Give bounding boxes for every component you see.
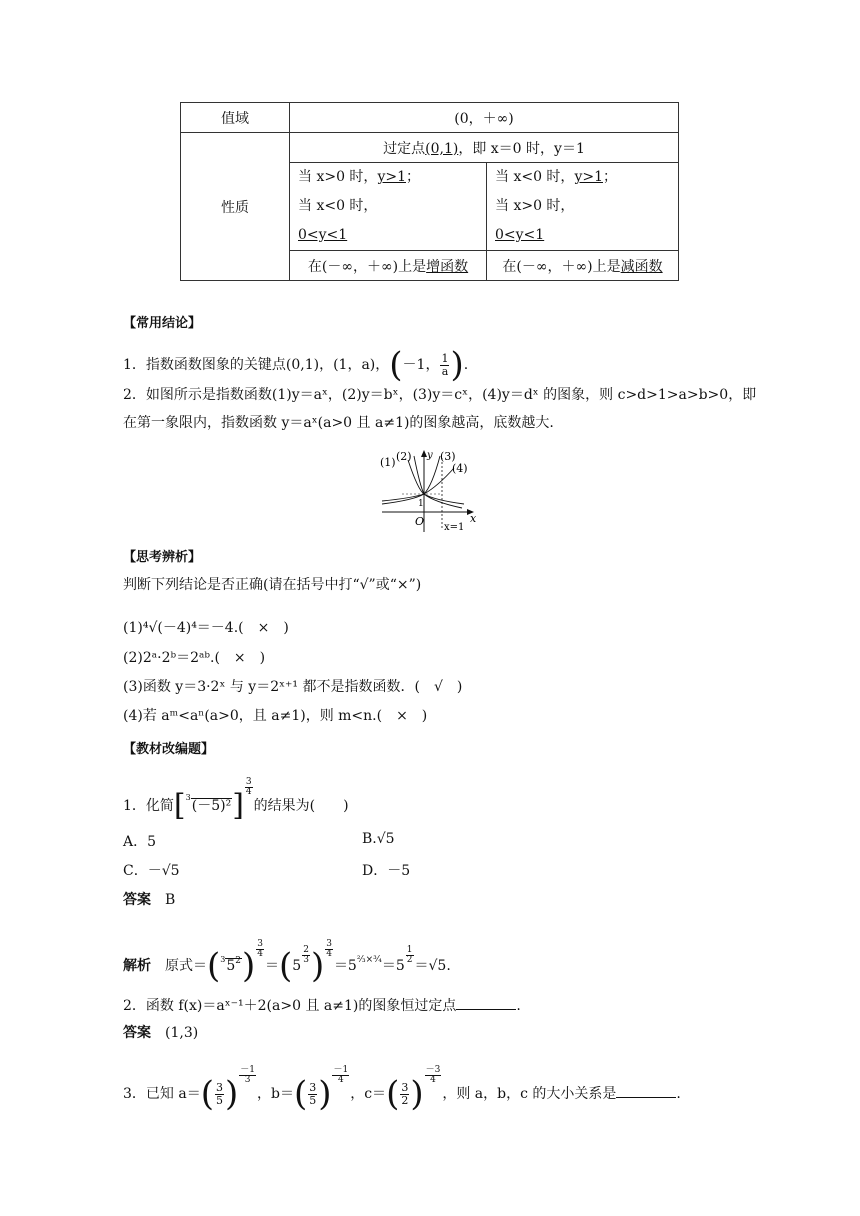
left-line1-sep: ； [405, 169, 420, 185]
property-label: 性质 [221, 199, 249, 216]
section-common-conclusions: 【常用结论】 [123, 316, 202, 331]
conclusion-1 [123, 345, 469, 385]
fixed-point-cell [290, 133, 679, 163]
increasing-mono-cell [290, 251, 487, 281]
problem-3-c: ，c＝ [350, 1086, 387, 1102]
fixed-point: (0,1) [425, 140, 459, 157]
left-line1-value: y>1 [377, 169, 406, 185]
conclusion-1-point: －1， [402, 357, 440, 373]
problem-3-b: ，b＝ [256, 1086, 294, 1102]
section-think: 【思考辨析】 [123, 550, 202, 565]
conclusion-1-text: 1．指数函数图象的关键点(0,1)，(1，a)， [123, 357, 390, 373]
answer-2 [123, 1024, 198, 1042]
property-label-cell [181, 133, 290, 281]
decreasing-case-cell [487, 163, 679, 251]
exp-den: 4 [245, 787, 252, 797]
problem-2-text: 2．函数 f(x)＝aˣ⁻¹＋2(a>0 且 a≠1)的图象恒过定点 [123, 998, 457, 1014]
conclusion-1-end: . [463, 357, 469, 373]
solution-label: 解析 [123, 958, 151, 974]
section-textbook: 【教材改编题】 [123, 742, 215, 757]
range-value: (0，＋∞) [454, 110, 514, 127]
dec-mono-prefix: 在(－∞，＋∞)上是 [502, 258, 621, 275]
exponential-graph [378, 446, 480, 534]
fixed-point-suffix: ，即 x＝0 时，y＝1 [458, 140, 585, 157]
problem-3-prefix: 3．已知 a＝ [123, 1086, 201, 1102]
frac-num: 1 [441, 351, 449, 365]
inc-mono-prefix: 在(－∞，＋∞)上是 [307, 258, 427, 275]
x-equals-1-label: x=1 [444, 522, 465, 533]
problem-1-radicand: (－5)² [191, 798, 232, 814]
solution-1: 解析 原式$=(^35^2)$ $\frac{3}{4}$ ＝(5 $\frac{2}{3}$ ) $\frac{3}{4}$ $=5^{^2⁄_3\times^3⁄_4}=5$ $\frac{1}{2}$ ＝√5. [123, 939, 451, 986]
left-bracket: [ [173, 788, 186, 823]
think-q1: (1)⁴√(－4)⁴＝－4.( × ) [123, 620, 289, 636]
decreasing-mono-cell [487, 251, 679, 281]
left-line2: 当 x<0 时， [298, 198, 378, 214]
problem-3: 3．已知 a＝( $\frac{3}{5}$ ) $\frac{-1}{3}$ ，b＝( $\frac{3}{5}$ ) $\frac{-1}{4}$ ，c＝( $\frac{3}{2}$ ) $\frac{-3}{4}$ ，则 a，b，c 的大小关系是 . [123, 1065, 681, 1114]
right-line2: 当 x>0 时， [495, 198, 575, 214]
answer-1 [123, 891, 175, 909]
origin-label: O [415, 515, 425, 528]
label-curve-1: (1) [380, 456, 396, 469]
problem-1: 1．化简[$^3$(－5)²] $\frac{3}{4}$ 的结果为( ) [123, 777, 349, 823]
answer-2-label: 答案 [123, 1025, 151, 1041]
exp-num: 3 [245, 777, 252, 787]
y-label: y [427, 450, 433, 461]
label-curve-3: (3) [440, 450, 456, 463]
left-paren: ( [389, 345, 403, 385]
left-line3: 0<y<1 [298, 227, 348, 243]
increasing-case-cell [290, 163, 487, 251]
right-bracket: ] [232, 788, 244, 823]
think-intro: 判断下列结论是否正确(请在括号中打“√”或“×”) [123, 577, 422, 593]
range-value-cell [290, 103, 679, 133]
think-q2: (2)2ᵃ·2ᵇ＝2ᵃᵇ.( × ) [123, 650, 266, 666]
option-a: A．5 [123, 834, 157, 850]
inc-mono: 增函数 [426, 258, 469, 275]
range-label-cell [181, 103, 290, 133]
think-q4: (4)若 aᵐ<aⁿ(a>0，且 a≠1)，则 m<n.( × ) [123, 708, 428, 724]
problem-2-end: . [516, 998, 521, 1014]
right-line1: 当 x<0 时， [495, 169, 575, 185]
conclusion-2-line2: 在第一象限内，指数函数 y＝aˣ(a>0 且 a≠1)的图象越高，底数越大. [123, 415, 554, 431]
x-label: x [470, 512, 477, 525]
right-paren: ) [450, 345, 464, 385]
one-label: 1 [418, 499, 424, 509]
option-c: C．－√5 [123, 863, 180, 879]
label-curve-4: (4) [452, 462, 468, 475]
range-label: 值域 [221, 110, 249, 127]
left-line1: 当 x>0 时， [298, 169, 378, 185]
problem-1-prefix: 1．化简 [123, 798, 174, 814]
solution-1-end: ＝√5. [414, 958, 451, 974]
conclusion-2-line1: 2．如图所示是指数函数(1)y＝aˣ，(2)y＝bˣ，(3)y＝cˣ，(4)y＝dˣ 的图象，则 c>d>1>a>b>0，即 [123, 387, 757, 403]
answer-blank-2 [456, 997, 516, 1010]
solution-1-prefix: 原式＝ [165, 958, 207, 974]
right-line3: 0<y<1 [495, 227, 545, 243]
dec-mono: 减函数 [620, 258, 663, 275]
properties-table [180, 102, 679, 281]
label-curve-2: (2) [396, 450, 412, 463]
option-b: B.√5 [362, 831, 395, 847]
problem-3-end: ，则 a，b，c 的大小关系是 [442, 1086, 617, 1102]
answer-2-value: (1,3) [165, 1025, 199, 1041]
right-line1-value: y>1 [574, 169, 603, 185]
problem-3-dot: . [676, 1086, 681, 1102]
fixed-point-prefix: 过定点 [383, 140, 426, 157]
frac-den: a [441, 364, 449, 378]
answer-blank-3 [616, 1085, 676, 1098]
answer-label: 答案 [123, 892, 151, 908]
answer-1-value: B [165, 892, 176, 908]
problem-2 [123, 997, 521, 1015]
one-over-a-fraction [440, 353, 449, 378]
think-q3: (3)函数 y＝3·2ˣ 与 y＝2ˣ⁺¹ 都不是指数函数．( √ ) [123, 679, 463, 695]
problem-1-end: 的结果为( ) [253, 798, 349, 814]
right-line1-sep: ； [602, 169, 617, 185]
option-d: D．－5 [362, 863, 411, 879]
